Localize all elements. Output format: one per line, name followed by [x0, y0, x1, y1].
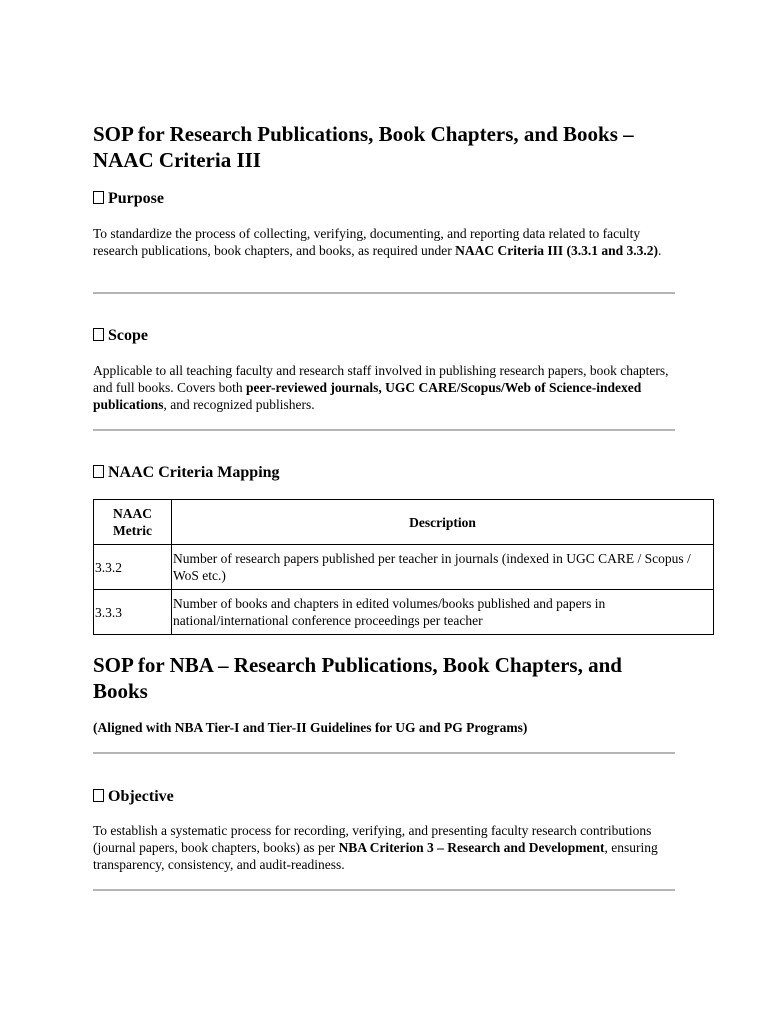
checkbox-glyph-icon [93, 789, 104, 802]
description-cell: Number of research papers published per teacher in journals (indexed in UGC CARE / Scopus / WoS etc.) [172, 545, 714, 590]
checkbox-glyph-icon [93, 465, 104, 478]
divider [93, 292, 675, 294]
objective-paragraph [93, 822, 678, 873]
table-header-row [94, 500, 714, 545]
objective-heading-text: Objective [108, 788, 174, 805]
scope-heading [93, 326, 148, 346]
nba-title: SOP for NBA – Research Publications, Book Chapters, and Books [93, 653, 622, 703]
purpose-text: To standardize the process of collecting, verifying, documenting, and reporting data related to faculty research publications, book chapters, and books, as required under [93, 226, 641, 258]
checkbox-glyph-icon [93, 191, 104, 204]
purpose-text-end: . [658, 243, 662, 258]
purpose-paragraph [93, 225, 678, 259]
purpose-heading [93, 189, 164, 209]
scope-text: Applicable to all teaching faculty and research staff involved in publishing research papers, book chapters, and full books. Covers both [93, 363, 669, 395]
objective-text: To establish a systematic process for recording, verifying, and presenting faculty research contributions (journal papers, book chapters, books) as per [93, 823, 652, 855]
table-row [94, 590, 714, 635]
purpose-bold: NAAC Criteria III (3.3.1 and 3.3.2) [455, 243, 659, 258]
table-row [94, 545, 714, 590]
mapping-heading [93, 463, 280, 483]
metric-cell: 3.3.3 [94, 590, 172, 635]
checkbox-glyph-icon [93, 328, 104, 341]
purpose-heading-text: Purpose [108, 190, 164, 207]
nba-subtitle: (Aligned with NBA Tier-I and Tier-II Guidelines for UG and PG Programs) [93, 720, 528, 735]
divider [93, 889, 675, 891]
header-description: Description [172, 500, 714, 545]
criteria-mapping-table [93, 499, 714, 635]
objective-heading [93, 787, 174, 807]
mapping-heading-text: NAAC Criteria Mapping [108, 464, 280, 481]
divider [93, 429, 675, 431]
header-metric: NAAC Metric [94, 500, 172, 545]
scope-heading-text: Scope [108, 327, 148, 344]
naac-title: SOP for Research Publications, Book Chapters, and Books – NAAC Criteria III [93, 122, 634, 172]
scope-paragraph [93, 362, 678, 413]
scope-text-end: , and recognized publishers. [163, 397, 315, 412]
objective-text-end: , ensuring transparency, consistency, and audit-readiness. [93, 840, 658, 872]
objective-bold: NBA Criterion 3 – Research and Development [338, 840, 605, 855]
metric-cell: 3.3.2 [94, 545, 172, 590]
divider [93, 752, 675, 754]
description-cell: Number of books and chapters in edited volumes/books published and papers in national/international conference proceedings per teacher [172, 590, 714, 635]
scope-bold: peer-reviewed journals, UGC CARE/Scopus/Web of Science-indexed publications [93, 380, 642, 412]
